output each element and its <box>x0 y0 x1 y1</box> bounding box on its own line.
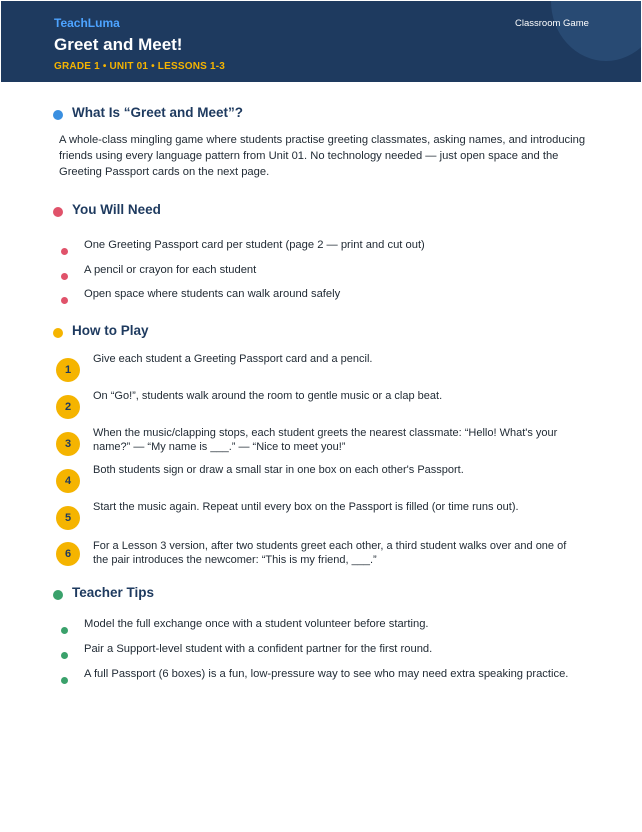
grade-unit-lessons: GRADE 1 • UNIT 01 • LESSONS 1-3 <box>54 61 226 72</box>
bullet-icon <box>61 652 68 659</box>
bullet-icon <box>61 273 68 280</box>
section-dot-icon <box>53 110 63 120</box>
bullet-icon <box>61 297 68 304</box>
step-number-badge: 3 <box>56 432 80 456</box>
bullet-icon <box>61 248 68 255</box>
section-dot-icon <box>53 207 63 217</box>
bullet-icon <box>61 627 68 634</box>
brand-logo-text: TeachLuma <box>54 16 120 30</box>
step-text: Give each student a Greeting Passport card and a pencil. <box>93 353 373 365</box>
list-item-text: A full Passport (6 boxes) is a fun, low-pressure way to see who may need extra speaking practice. <box>84 668 569 680</box>
section-dot-icon <box>53 328 63 338</box>
game-description: A whole-class mingling game where students practise greeting classmates, asking names, and introducing friends using every language pattern from Unit 01. No technology needed — just open space and the Greeting Passport cards on the next page. <box>59 134 586 178</box>
list-item-text: Open space where students can walk around safely <box>84 288 341 300</box>
list-item-text: A pencil or crayon for each student <box>84 264 257 276</box>
step-number-badge: 4 <box>56 469 80 493</box>
section-dot-icon <box>53 590 63 600</box>
step-text: Start the music again. Repeat until every box on the Passport is filled (or time runs out). <box>93 501 519 513</box>
section-title: You Will Need <box>72 202 161 217</box>
page-title: Greet and Meet! <box>54 35 183 54</box>
step-text: On “Go!”, students walk around the room to gentle music or a clap beat. <box>93 390 443 402</box>
step-number-badge: 1 <box>56 358 80 382</box>
list-item-text: Pair a Support-level student with a confident partner for the first round. <box>84 643 433 655</box>
list-item-text: Model the full exchange once with a student volunteer before starting. <box>84 618 429 630</box>
decorative-circle <box>551 1 641 61</box>
bullet-icon <box>61 677 68 684</box>
category-tag: Classroom Game <box>515 18 589 29</box>
step-number-badge: 5 <box>56 506 80 530</box>
section-title: How to Play <box>72 323 149 338</box>
step-number-badge: 6 <box>56 542 80 566</box>
step-text: Both students sign or draw a small star in one box on each other's Passport. <box>93 464 464 476</box>
page-header <box>1 1 641 82</box>
step-text: When the music/clapping stops, each student greets the nearest classmate: “Hello! What's your name?” — “My name is ___.” — “Nice to meet you!” <box>93 427 558 453</box>
step-number-badge: 2 <box>56 395 80 419</box>
list-item-text: One Greeting Passport card per student (page 2 — print and cut out) <box>84 239 425 251</box>
section-title: What Is “Greet and Meet”? <box>72 105 244 120</box>
section-title: Teacher Tips <box>72 585 155 600</box>
step-text: For a Lesson 3 version, after two students greet each other, a third student walks over and one of the pair introduces the newcomer: “This is my friend, ___.” <box>93 540 567 566</box>
